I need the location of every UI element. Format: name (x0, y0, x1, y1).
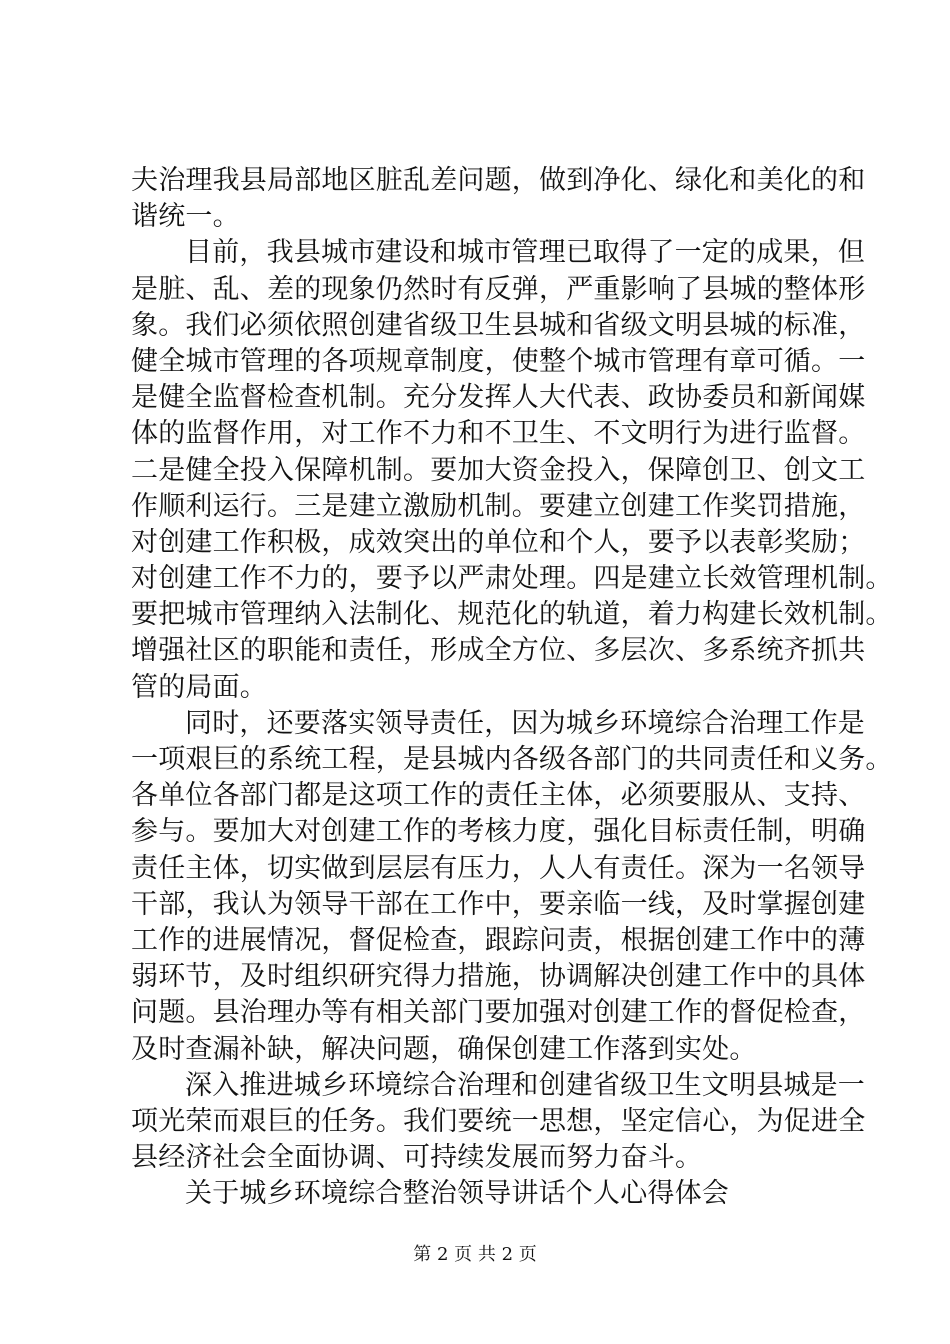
text-line: 及时查漏补缺，解决问题，确保创建工作落到实处。 (131, 1033, 757, 1065)
paragraph-start-line: 同时，还要落实领导责任，因为城乡环境综合治理工作是 (185, 707, 865, 739)
text-line: 管的局面。 (131, 671, 267, 703)
text-line: 夫治理我县局部地区脏乱差问题，做到净化、绿化和美化的和 (131, 165, 866, 196)
text-line: 责任主体，切实做到层层有压力，人人有责任。深为一名领导 (131, 852, 866, 884)
text-line: 要把城市管理纳入法制化、规范化的轨道，着力构建长效机制。 (131, 599, 893, 631)
text-line: 县经济社会全面协调、可持续发展而努力奋斗。 (131, 1142, 703, 1174)
text-line: 问题。县治理办等有相关部门要加强对创建工作的督促检查， (131, 997, 866, 1029)
text-line: 参与。要加大对创建工作的考核力度，强化目标责任制，明确 (131, 816, 866, 848)
text-line: 对创建工作积极，成效突出的单位和个人，要予以表彰奖励； (131, 526, 866, 558)
text-line: 健全城市管理的各项规章制度，使整个城市管理有章可循。一 (131, 345, 866, 377)
text-line: 对创建工作不力的，要予以严肃处理。四是建立长效管理机制。 (131, 563, 893, 595)
text-line: 是脏、乱、差的现象仍然时有反弹，严重影响了县城的整体形 (131, 273, 866, 305)
text-line: 工作的进展情况，督促检查，跟踪问责，根据创建工作中的薄 (131, 924, 866, 956)
text-line: 作顺利运行。三是建立激励机制。要建立创建工作奖罚措施， (131, 490, 866, 522)
text-line: 象。我们必须依照创建省级卫生县城和省级文明县城的标准， (131, 309, 866, 341)
paragraph-start-line: 深入推进城乡环境综合治理和创建省级卫生文明县城是一 (185, 1069, 865, 1101)
page-number-footer: 第 2 页 共 2 页 (413, 1244, 537, 1265)
text-line: 项光荣而艰巨的任务。我们要统一思想，坚定信心，为促进全 (131, 1105, 866, 1137)
body-text (131, 163, 893, 1212)
text-line: 各单位各部门都是这项工作的责任主体，必须要服从、支持、 (131, 780, 866, 812)
text-line: 增强社区的职能和责任，形成全方位、多层次、多系统齐抓共 (131, 635, 866, 667)
text-line: 体的监督作用，对工作不力和不卫生、不文明行为进行监督。 (131, 418, 866, 450)
paragraph-start-line: 目前，我县城市建设和城市管理已取得了一定的成果，但 (185, 237, 865, 269)
text-line: 一项艰巨的系统工程，是县城内各级各部门的共同责任和义务。 (131, 744, 893, 775)
text-line: 干部，我认为领导干部在工作中，要亲临一线，及时掌握创建 (131, 888, 866, 920)
text-line: 是健全监督检查机制。充分发挥人大代表、政协委员和新闻媒 (131, 382, 866, 414)
text-line: 弱环节，及时组织研究得力措施，协调解决创建工作中的具体 (131, 961, 866, 993)
document-title-line: 关于城乡环境综合整治领导讲话个人心得体会 (185, 1178, 729, 1210)
text-line: 谐统一。 (131, 201, 240, 233)
text-line: 二是健全投入保障机制。要加大资金投入，保障创卫、创文工 (131, 454, 866, 486)
